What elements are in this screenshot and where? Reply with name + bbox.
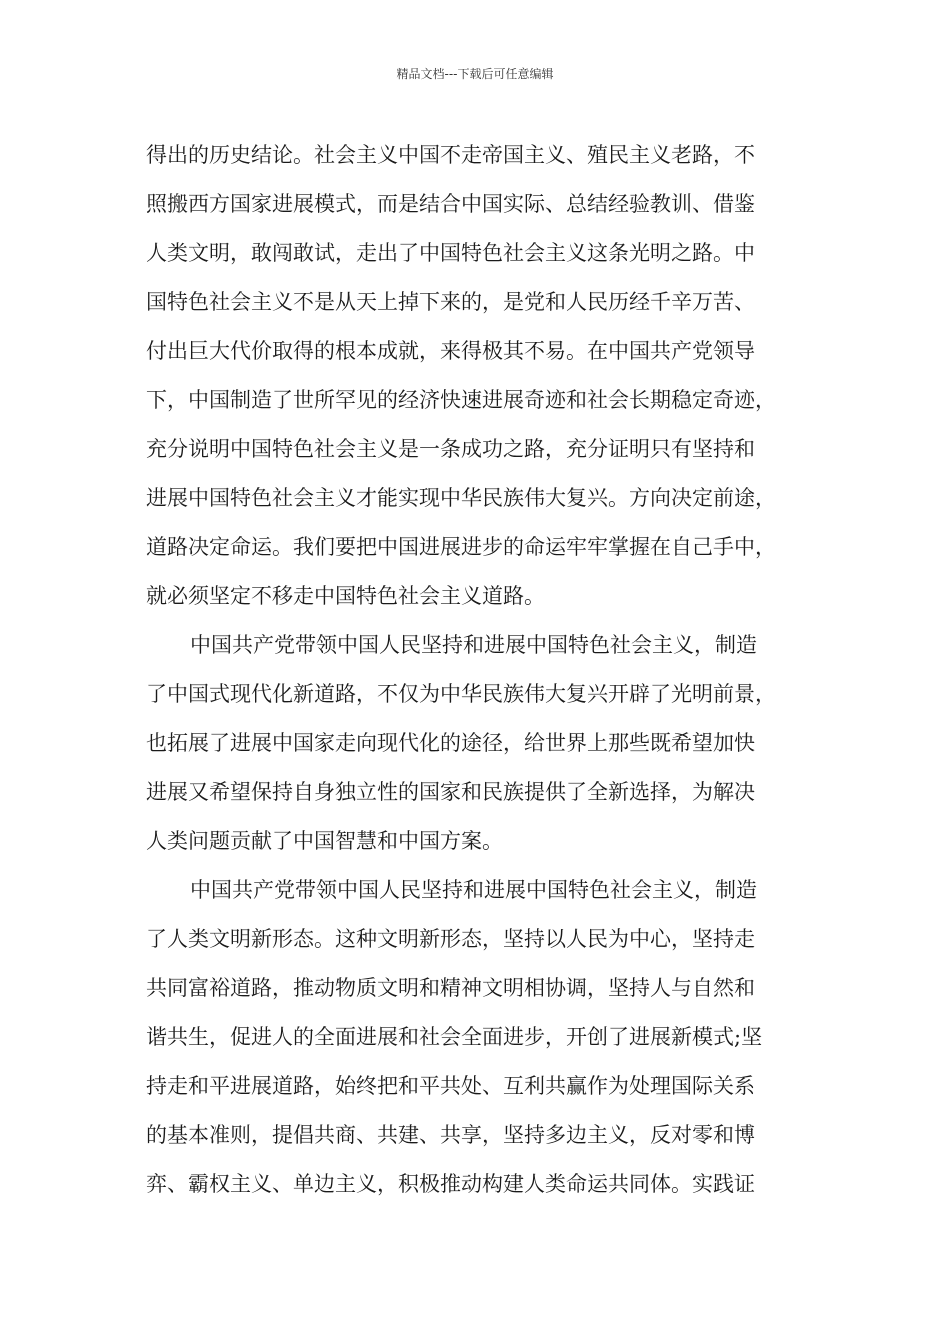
text-line: 照搬西方国家进展模式，而是结合中国实际、总结经验教训、借鉴: [146, 192, 755, 216]
text-line: 人类问题贡献了中国智慧和中国方案。: [146, 829, 503, 853]
text-line: 了人类文明新形态。这种文明新形态，坚持以人民为中心，坚持走: [146, 927, 755, 951]
text-line: 国特色社会主义不是从天上掉下来的，是党和人民历经千辛万苦、: [146, 290, 755, 314]
text-line: 充分说明中国特色社会主义是一条成功之路，充分证明只有坚持和: [146, 437, 755, 461]
text-line: 得出的历史结论。社会主义中国不走帝国主义、殖民主义老路，不: [146, 143, 755, 167]
paragraph-start-line: 中国共产党带领中国人民坚持和进展中国特色社会主义，制造: [190, 633, 757, 657]
text-line: 就必须坚定不移走中国特色社会主义道路。: [146, 584, 545, 608]
paragraph-start-line: 中国共产党带领中国人民坚持和进展中国特色社会主义，制造: [190, 878, 757, 902]
text-line: 进展中国特色社会主义才能实现中华民族伟大复兴。方向决定前途，: [146, 486, 776, 510]
text-line: 共同富裕道路，推动物质文明和精神文明相协调，坚持人与自然和: [146, 976, 755, 1000]
text-line: 的基本准则，提倡共商、共建、共享，坚持多边主义，反对零和博: [146, 1123, 755, 1147]
text-line: 谐共生，促进人的全面进展和社会全面进步，开创了进展新模式;坚: [146, 1025, 763, 1049]
body-text: [146, 131, 816, 1209]
text-line: 下，中国制造了世所罕见的经济快速进展奇迹和社会长期稳定奇迹，: [146, 388, 776, 412]
text-line: 人类文明，敢闯敢试，走出了中国特色社会主义这条光明之路。中: [146, 241, 755, 265]
page-header: 精品文档---下载后可任意编辑: [396, 67, 554, 81]
text-line: 也拓展了进展中国家走向现代化的途径，给世界上那些既希望加快: [146, 731, 755, 755]
text-line: 进展又希望保持自身独立性的国家和民族提供了全新选择，为解决: [146, 780, 755, 804]
text-line: 道路决定命运。我们要把中国进展进步的命运牢牢掌握在自己手中，: [146, 535, 776, 559]
text-line: 弈、霸权主义、单边主义，积极推动构建人类命运共同体。实践证: [146, 1172, 755, 1196]
text-line: 付出巨大代价取得的根本成就，来得极其不易。在中国共产党领导: [146, 339, 755, 363]
text-line: 了中国式现代化新道路，不仅为中华民族伟大复兴开辟了光明前景，: [146, 682, 776, 706]
text-line: 持走和平进展道路，始终把和平共处、互利共赢作为处理国际关系: [146, 1074, 755, 1098]
